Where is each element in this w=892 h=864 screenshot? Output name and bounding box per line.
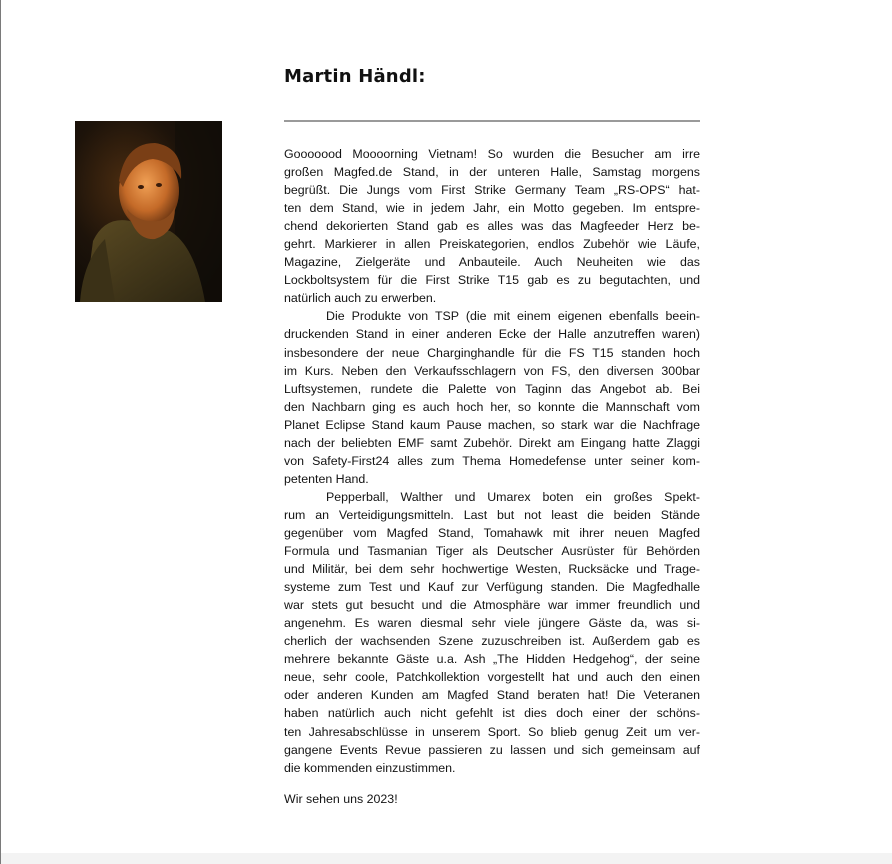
paragraph-3 <box>284 488 700 777</box>
text-line: neue, sehr coole, Patchkollektion vorgestellt hat und auch den einen <box>284 670 700 685</box>
text-line: Luftsystemen, rundete die Palette von Taginn das Angebot ab. Bei <box>284 381 700 396</box>
text-line: den Nachbarn ging es auch hoch her, so konnte die Mannschaft vom <box>284 399 700 414</box>
article-body <box>284 145 700 777</box>
text-line: nach der beliebten EMF samt Zubehör. Direkt am Eingang hatte Zlaggi <box>284 435 700 450</box>
text-line: systeme zum Test und Kauf zur Verfügung standen. Die Magfedhalle <box>284 580 700 595</box>
text-line: und Militär, bei dem sehr hochwertige Westen, Rucksäcke und Trage- <box>284 562 700 577</box>
text-line: haben natürlich auch nicht gefehlt ist dies doch einer der schöns- <box>284 706 700 721</box>
page-edge-line <box>0 0 1 864</box>
text-line: von Safety-First24 alles zum Thema Homedefense unter seiner kom- <box>284 453 700 468</box>
text-line: oder anderen Kunden am Magfed Stand beraten hat! Die Veteranen <box>284 688 700 703</box>
text-line: cherlich der wachsenden Szene zuzuschreiben ist. Außerdem gab es <box>284 634 700 649</box>
text-line: druckenden Stand in einer anderen Ecke der Halle anzutreffen waren) <box>284 327 700 342</box>
text-line: ten dem Stand, wie in jedem Jahr, ein Motto gegeben. Im entspre- <box>284 201 700 216</box>
text-line: petenten Hand. <box>284 471 369 486</box>
closing-line: Wir sehen uns 2023! <box>284 792 398 806</box>
author-photo <box>75 121 222 302</box>
text-line: Planet Eclipse Stand kaum Pause machen, so stark war die Nachfrage <box>284 417 700 432</box>
text-line: gehrt. Markierer in allen Preiskategorien, endlos Zubehör wie Läufe, <box>284 237 700 252</box>
heading-divider <box>284 120 700 122</box>
author-heading: Martin Händl: <box>284 66 426 87</box>
text-line: Magazine, Zielgeräte und Anbauteile. Auch Neuheiten wie das <box>284 255 700 270</box>
text-line: die kommenden einzustimmen. <box>284 760 456 775</box>
text-line: rum an Verteidigungsmitteln. Last but not least die beiden Stände <box>284 507 700 522</box>
text-line: chend dekorierten Stand gab es alles was das Magfeeder Herz be- <box>284 219 700 234</box>
text-line: mehrere bekannte Gäste u.a. Ash „The Hidden Hedgehog“, der seine <box>284 652 700 667</box>
paragraph-1 <box>284 145 700 307</box>
text-line: insbesondere der neue Charginghandle für die FS T15 standen hoch <box>284 345 700 360</box>
text-line: war stets gut besucht und die Atmosphäre war immer freundlich und <box>284 598 700 613</box>
text-line: großen Magfed.de Stand, in der unteren Halle, Samstag morgens <box>284 165 700 180</box>
paragraph-2 <box>284 307 700 487</box>
text-line: Gooooood Moooorning Vietnam! So wurden die Besucher am irre <box>284 147 700 161</box>
text-line: begrüßt. Die Jungs vom First Strike Germany Team „RS-OPS“ hat- <box>284 183 700 198</box>
text-line: Lockboltsystem für die First Strike T15 gab es zu begutachten, und <box>284 273 700 288</box>
text-line: gegenüber vom Magfed Stand, Tomahawk mit ihrer neuen Magfed <box>284 525 700 540</box>
text-line: im Kurs. Neben den Verkaufsschlagern von FS, den diversen 300bar <box>284 363 700 378</box>
text-line: gangene Events Revue passieren zu lassen und sich gemeinsam auf <box>284 742 700 757</box>
portrait-image <box>75 121 222 302</box>
page-bottom-band <box>1 853 892 864</box>
text-line: angenehm. Es waren diesmal sehr viele jüngere Gäste da, was si- <box>284 616 700 631</box>
text-line: ten Jahresabschlüsse in unserem Sport. So blieb genug Zeit um ver- <box>284 724 700 739</box>
text-line: natürlich auch zu erwerben. <box>284 291 437 306</box>
text-line: Die Produkte von TSP (die mit einem eigenen ebenfalls beein- <box>326 309 700 324</box>
text-line: Formula und Tasmanian Tiger als Deutscher Ausrüster für Behörden <box>284 544 700 559</box>
text-line: Pepperball, Walther und Umarex boten ein großes Spekt- <box>326 489 700 504</box>
